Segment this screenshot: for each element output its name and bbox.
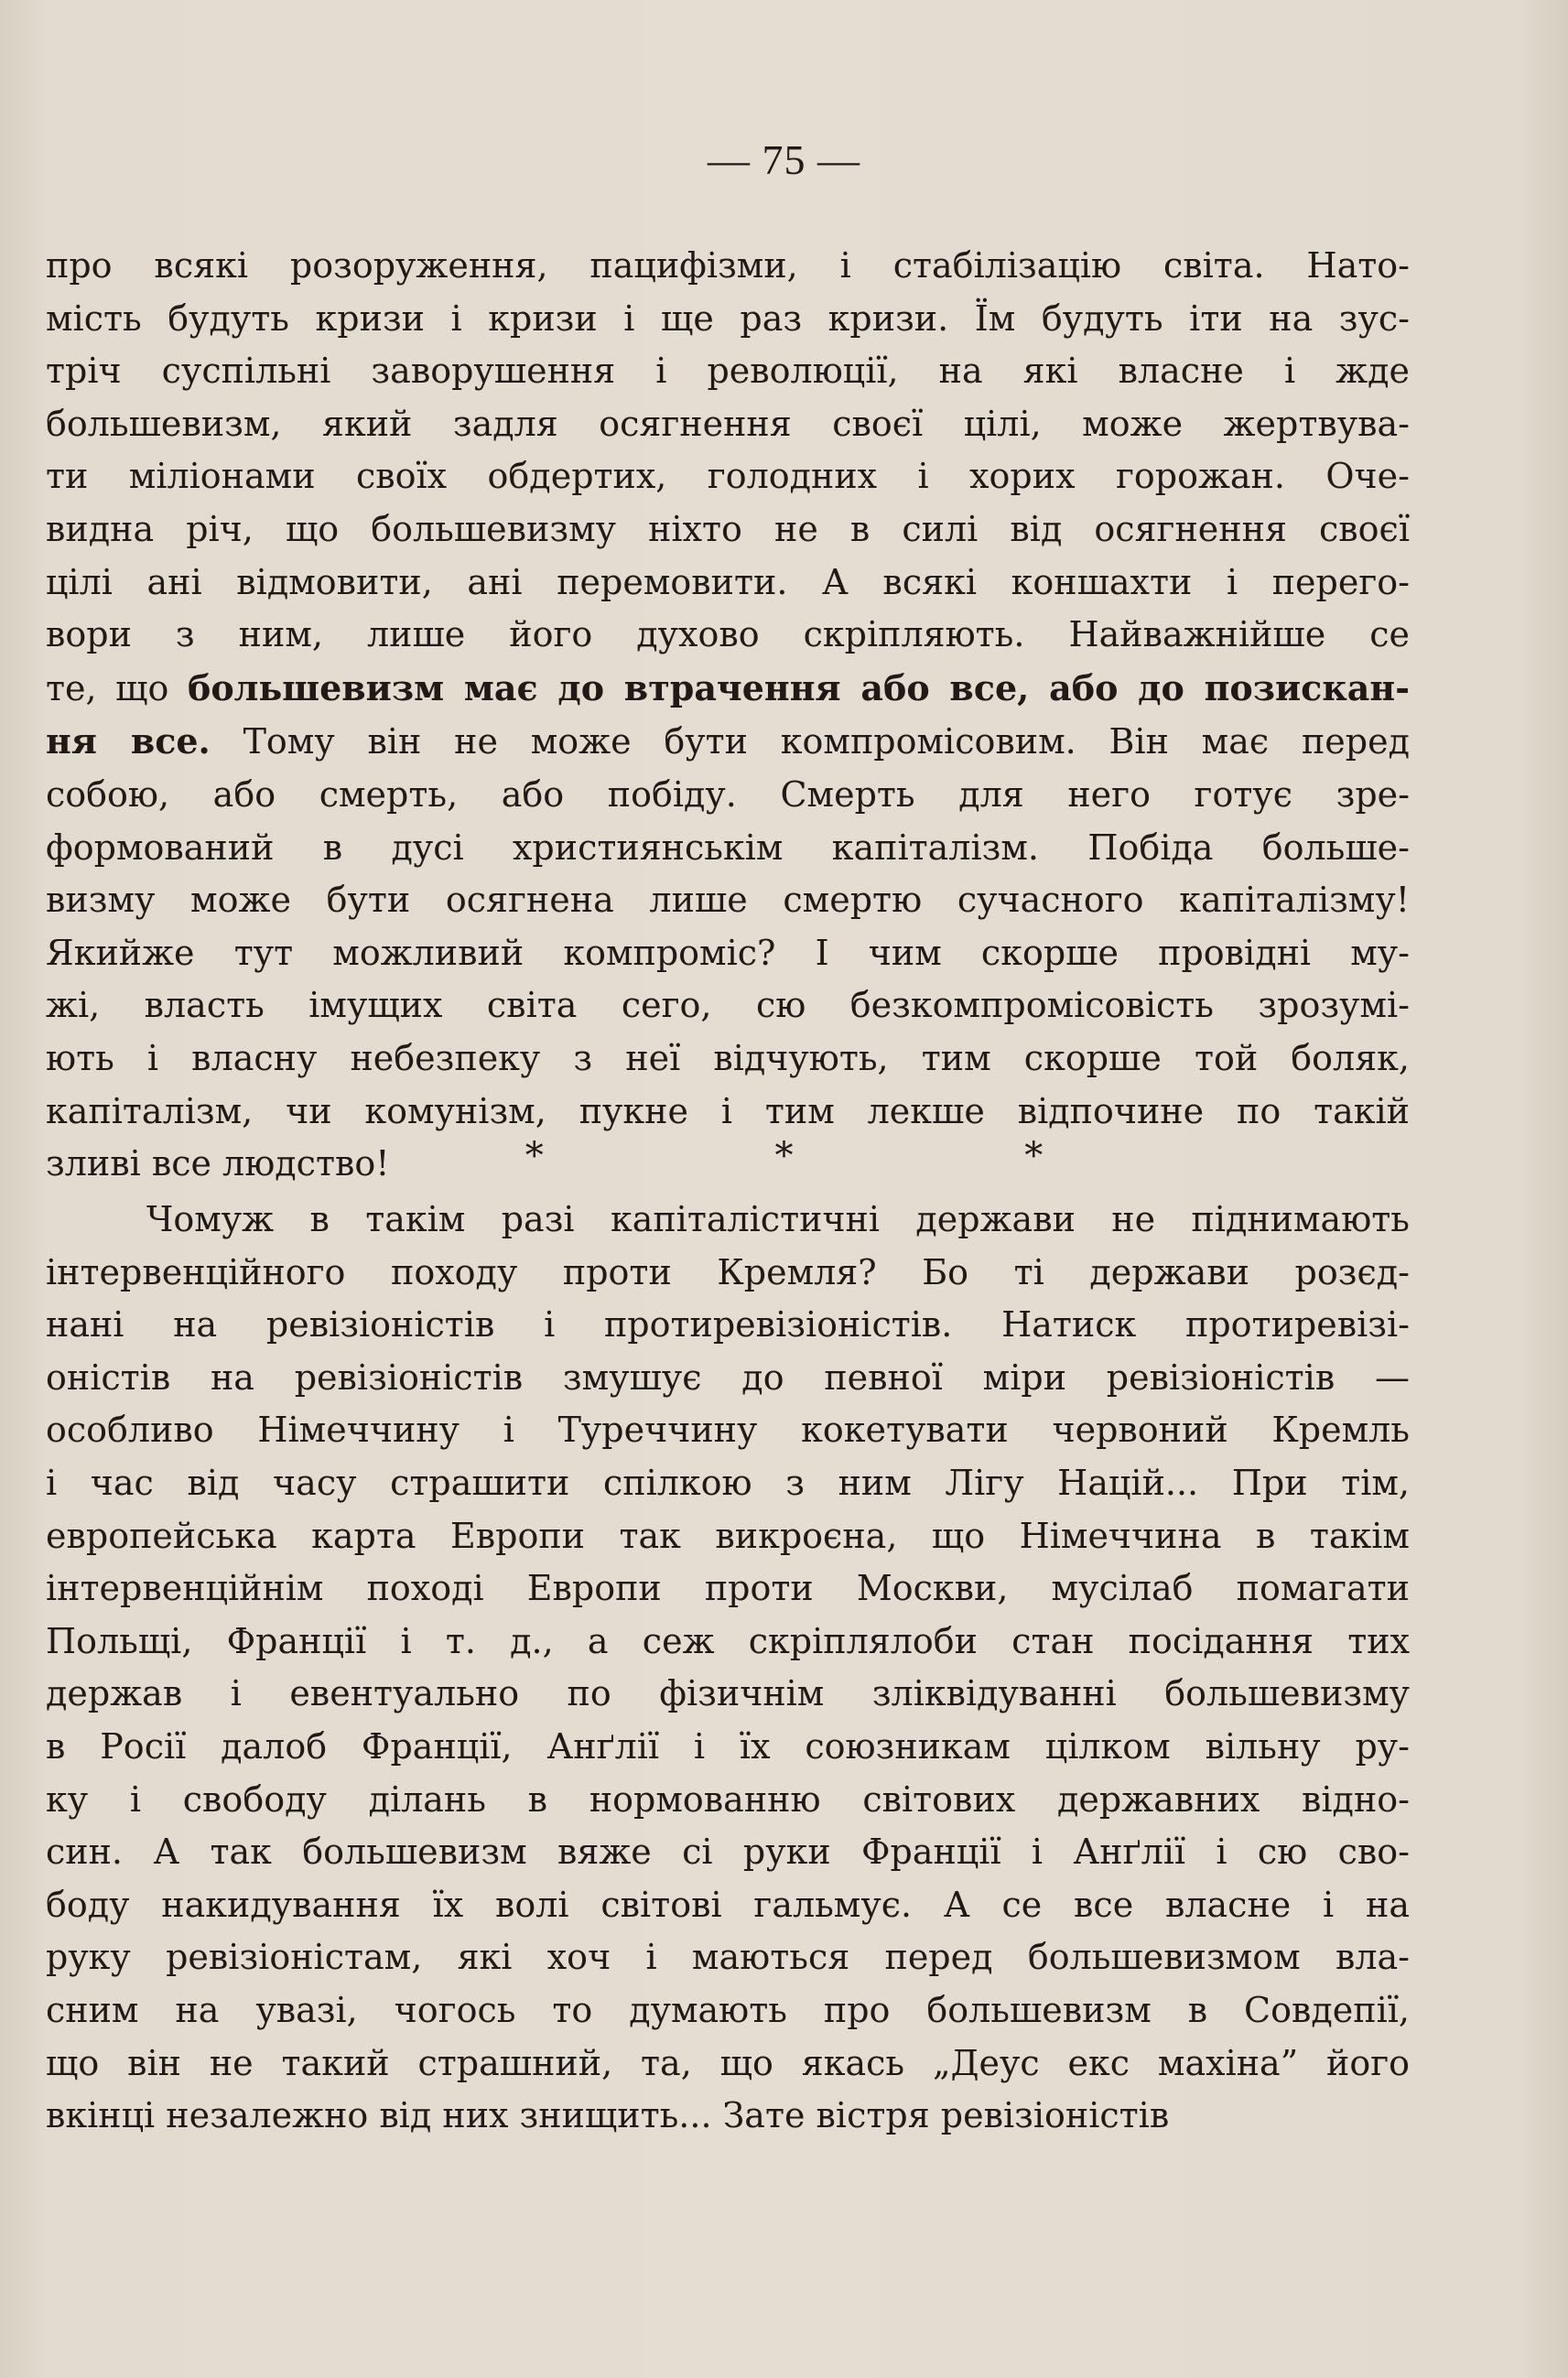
text-line: европейська карта Европи так викроєна, що Німеччина в такім bbox=[46, 1515, 1410, 1556]
text-line: капіталізм, чи комунізм, пукне і тим лекше відпочине по такій bbox=[46, 1090, 1410, 1131]
line-text: Тому він не може бути компромісовим. Він має перед bbox=[210, 721, 1410, 762]
text-line: большевизм, який задля осягнення своєї цілі, може жертвува- bbox=[46, 403, 1410, 444]
text-line: сним на увазі, чогось то думають про большевизм в Совдепії, bbox=[46, 1989, 1410, 2030]
section-separator: * * * bbox=[524, 1135, 1153, 1177]
text-line: цілі ані відмовити, ані перемовити. А всякі коншахти і перего- bbox=[46, 561, 1410, 602]
text-line: ти міліонами своїх обдертих, голодних і хорих горожан. Оче- bbox=[46, 456, 1410, 497]
text-line: про всякі розоруження, пацифізми, і стабілізацію світа. Нато- bbox=[46, 245, 1410, 286]
text-line: видна річ, що большевизму ніхто не в силі від осягнення своєї bbox=[46, 508, 1410, 549]
text-line: вкінці незалежно від них знищить... Зате вістря ревізіоністів bbox=[46, 2095, 1170, 2136]
text-line: вори з ним, лише його духово скріпляють. Найважнійше се bbox=[46, 614, 1410, 655]
text-line: інтервенційнім поході Европи проти Москви, мусілаб помагати bbox=[46, 1568, 1410, 1609]
page-number: — 75 — bbox=[708, 136, 860, 183]
text-line: тріч суспільні заворушення і революції, на які власне і жде bbox=[46, 351, 1410, 392]
text-line: інтервенційного походу проти Кремля? Бо ті держави розєд- bbox=[46, 1251, 1410, 1292]
text-line: зливі все людство! bbox=[46, 1143, 390, 1184]
text-line: особливо Німеччину і Туреччину кокетувати червоний Кремль bbox=[46, 1410, 1410, 1451]
bold-emphasis: ня все. bbox=[46, 720, 211, 762]
text-line: боду накидування їх волі світові гальмує. А се все власне і на bbox=[46, 1884, 1410, 1925]
text-line: і час від часу страшити спілкою з ним Лігу Націй... При тім, bbox=[46, 1462, 1410, 1503]
text-line: Якийже тут можливий компроміс? І чим скорше провідні му- bbox=[46, 932, 1410, 973]
text-line bbox=[46, 662, 1410, 716]
paragraph-2 bbox=[46, 1194, 1410, 2143]
text-line: Польщі, Франції і т. д., а сеж скріплялоби стан посідання тих bbox=[46, 1620, 1410, 1661]
text-line: визму може бути осягнена лише смертю сучасного капіталізму! bbox=[46, 880, 1410, 921]
paragraph-1 bbox=[46, 240, 1410, 1191]
line-text: те, що bbox=[46, 667, 188, 708]
text-line: жі, власть імущих світа сего, сю безкомпромісовість зрозумі- bbox=[46, 985, 1410, 1026]
text-line: ку і свободу ділань в нормованню світових державних відно- bbox=[46, 1778, 1410, 1820]
text-line: Чомуж в такім разі капіталістичні держави не піднимають bbox=[146, 1199, 1410, 1239]
text-line: держав і евентуально по фізичнім зліквідуванні большевизму bbox=[46, 1673, 1410, 1714]
text-line: оністів на ревізіоністів змушує до певної міри ревізіоністів — bbox=[46, 1357, 1410, 1398]
text-line: ють і власну небезпеку з неї відчують, тим скорше той боляк, bbox=[46, 1037, 1410, 1078]
text-line: руку ревізіоністам, які хоч і маються перед большевизмом вла- bbox=[46, 1937, 1410, 1978]
text-line: що він не такий страшний, та, що якась „Деус екс махіна” його bbox=[46, 2042, 1410, 2083]
text-line: мість будуть кризи і кризи і ще раз кризи. Їм будуть іти на зус- bbox=[46, 297, 1410, 339]
text-line: нані на ревізіоністів і протиревізіоністів. Натиск протиревізі- bbox=[46, 1304, 1410, 1346]
text-line: собою, або смерть, або побіду. Смерть для него готує зре- bbox=[46, 773, 1410, 815]
text-line: син. А так большевизм вяже сі руки Франції і Анґлії і сю сво- bbox=[46, 1832, 1410, 1873]
text-line: формований в дусі християнськім капіталізм. Побіда больше- bbox=[46, 827, 1410, 868]
bold-emphasis: большевизм має до втрачення або все, або до позискан- bbox=[187, 666, 1410, 708]
text-line bbox=[46, 715, 1410, 769]
text-line: в Росії далоб Франції, Анґлії і їх союзникам цілком вільну ру- bbox=[46, 1725, 1410, 1767]
